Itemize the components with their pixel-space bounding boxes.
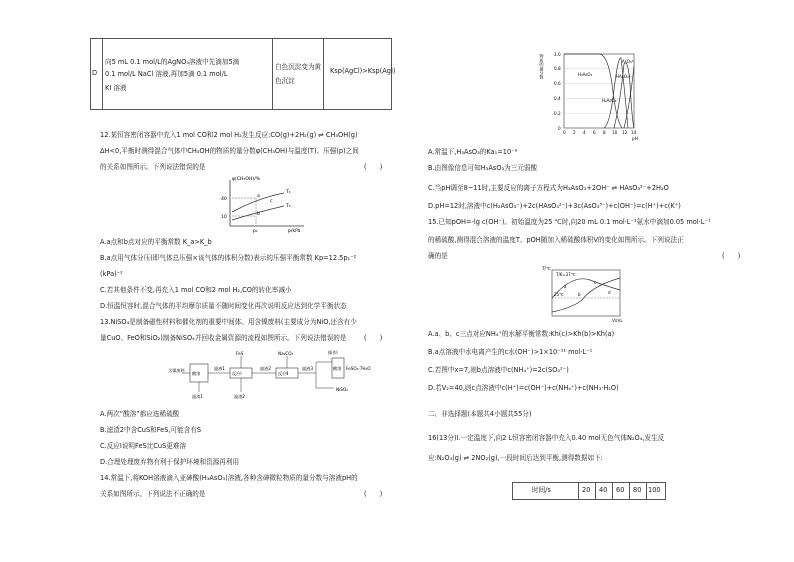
flow-r2: 反应Ⅱ — [278, 371, 289, 376]
q14-series-label: AsO₃³⁻ — [622, 59, 636, 64]
flow-product2: NiSO₄ — [336, 387, 348, 392]
q14-ytick: 0 — [558, 126, 561, 131]
q15-label-temp: T/K=37℃ — [556, 272, 576, 277]
table-phenomenon-line: 色沉淀 — [275, 77, 295, 85]
flow-na2co3: Na₂CO₃ — [278, 351, 294, 356]
q12-line: 12.某恒容密闭容器中充入1 mol CO和2 mol H₂发生反应:CO(g)+2H₂(g) ⇌ CH₃OH(g) — [100, 131, 358, 139]
table-experiment-line: 向5 mL 0.1 mol/L的AgNO₃溶液中先滴加5滴 — [105, 58, 240, 66]
q16-table-divider — [646, 482, 647, 499]
q14-ytick: 0.4 — [554, 96, 561, 101]
q15-point-c: c — [594, 280, 597, 285]
q13-answer-paren: ( ) — [364, 334, 383, 342]
q14-answer-paren: ( ) — [364, 490, 383, 498]
q16-line: 16(13分)Ⅰ.一定温度下,向2 L恒容密闭容器中充入0.40 mol无色气体N₂O₄,发生反 — [428, 434, 665, 442]
q12-series-t1: T₁ — [286, 190, 291, 195]
flow-acid: 酸溶 — [192, 371, 201, 376]
q16-table-header: 100 — [648, 486, 661, 494]
table-conclusion: Ksp(AgCl)>Ksp(AgI) — [330, 67, 396, 75]
flow-product1: FeSO₄·7H₂O — [346, 366, 371, 371]
q14-graph — [539, 44, 642, 141]
flow-filtrate3: 滤液3 — [302, 366, 314, 371]
q15-line: 的稀硫酸,测得混合溶液的温度T、pOH随加入稀硫酸体积V的变化如图所示。下列说法正 — [428, 236, 684, 244]
q15-answer-paren: ( ) — [722, 252, 741, 260]
q14-series-label: HAsO₃²⁻ — [616, 74, 633, 79]
q12-option-c: C.若其他条件不变,再充入1 mol CO和2 mol H₂,CO的转化率减小 — [100, 286, 292, 294]
q13-option-a: A.两次“酸溶”都应选稀硫酸 — [100, 410, 180, 418]
q16-table-divider — [578, 482, 579, 499]
q12-graph — [218, 176, 308, 234]
q16-table-divider — [612, 482, 613, 499]
q14-curve-h3aso3 — [564, 54, 622, 128]
flow-residue1: 滤渣1 — [192, 394, 204, 399]
q12-xtick: p₁ — [253, 229, 258, 234]
q15-point-d: d — [608, 290, 611, 295]
q15-line: 15.已知pOH=-lg c(OH⁻)。初始温度为25 ℃时,向20 mL 0.1 mol·L⁻¹氨水中滴加0.05 mol·L⁻¹ — [428, 218, 711, 226]
q13-option-d: D.合理处理废弃物有利于保护环境和资源再利用 — [100, 458, 240, 466]
q12-point-b: b — [257, 212, 260, 217]
q16-table-header: 20 — [582, 486, 591, 494]
q12-ylabel: φ(CH₃OH)/% — [232, 177, 261, 182]
q13-line: 13.NiSO₄是制备磁性材料和催化剂的重要中间体。用含镍废料(主要成分为NiO,还含有少 — [100, 318, 357, 326]
q16-table-divider — [629, 482, 630, 499]
q14-xtick: 2 — [573, 130, 576, 135]
q14-xtick: 10 — [612, 130, 618, 135]
q12-line: ΔH<0,平衡时测得混合气体中CH₃OH的物质的量分数φ(CH₃OH)与温度(T)、压强(p)之间 — [100, 147, 359, 155]
q13-option-b: B.滤渣2中含CuS和FeS,可能含有S — [100, 426, 202, 434]
table-experiment-line: 0.1 mol/L NaCl 溶液,再加5滴 0.1 mol/L — [105, 70, 228, 78]
q16-table-header: 时间/s — [532, 486, 551, 494]
q14-xlabel: pH — [632, 136, 638, 141]
q14-xtick: 6 — [593, 130, 596, 135]
q14-curve-haso3 — [614, 63, 634, 128]
q12-xlabel: p/kPa — [288, 229, 301, 234]
q15-ylabel: T/℃ — [542, 266, 551, 271]
q14-option-c: C.当pH调至8~11时,主要反应的离子方程式为H₃AsO₃+2OH⁻ ⇌ HAsO₃²⁻+2H₂O — [428, 184, 669, 192]
flow-r1: 反应Ⅰ — [232, 371, 242, 376]
q14-option-a: A.常温下,H₃AsO₃的Ka₁=10⁻⁹ — [428, 148, 518, 156]
q12-option-d: D.恒温恒容时,混合气体的平均摩尔质量不随时间变化再次说明反应达到化学平衡状态 — [100, 302, 347, 310]
q12-line: 的关系如图所示。下列说法错误的是 — [100, 163, 206, 171]
q16-line: 应:N₂O₄(g) ⇌ 2NO₂(g),一段时间后达到平衡,测得数据如下: — [428, 454, 603, 462]
q15-point-b: b — [578, 292, 581, 297]
flow-residue2: 滤渣2 — [234, 394, 246, 399]
q12-option-b-cont: (kPa)⁻² — [100, 270, 123, 278]
q14-line: 14.常温下,将KOH溶液滴入亚砷酸(H₃AsO₃)溶液,各种含砷微粒物质的量分数与溶液pH的 — [100, 474, 358, 482]
q14-option-d: D.pH=12时,溶液中c(H₂AsO₃⁻)+2c(HAsO₃²⁻)+3c(AsO₃³⁻)+c(OH⁻)=c(H⁺)+c(K⁺) — [428, 202, 681, 210]
q14-option-b: B.由图像信息可知H₃AsO₃为三元弱酸 — [428, 164, 538, 172]
q15-option-d: D.若V₂=40,则c点溶液中c(H⁺)=c(OH⁻)+c(NH₄⁺)+c(NH₃·H₂O) — [428, 384, 619, 392]
flow-raw: 含镍废料 — [168, 368, 185, 373]
q16-table-header: 40 — [599, 486, 608, 494]
q15-option-a: A.a、b、c三点对应NH₄⁺的水解平衡常数:Kh(c)>Kh(b)>Kh(a) — [428, 330, 615, 338]
q14-ytick: 0.2 — [554, 111, 561, 116]
flow-filtrate2: 滤液2 — [260, 366, 272, 371]
table-col-label: D — [92, 69, 98, 77]
q12-point-a: a — [257, 194, 260, 199]
q12-ytick: 40 — [221, 197, 227, 202]
q12-series-t2: T₂ — [286, 204, 291, 209]
table-divider — [323, 38, 324, 109]
q15-option-b: B.a点溶液中水电离产生的c水(OH⁻)>1×10⁻¹¹ mol·L⁻¹ — [428, 348, 593, 356]
q15-point-a: a — [564, 284, 567, 289]
q14-ytick: 0.8 — [554, 66, 561, 71]
q12-point-c: c — [270, 199, 273, 204]
section-heading: 二、非选择题(本题共4小题共55分) — [428, 410, 532, 418]
q15-xlabel: V/mL — [612, 318, 623, 323]
q13-option-c: C.反应Ⅰ说明FeS比CuS更难溶 — [100, 442, 187, 450]
q12-option-a: A.a点和b点对应的平衡常数 K_a>K_b — [100, 238, 212, 246]
q14-ytick: 0.6 — [554, 81, 561, 86]
q15-line: 确的是 — [428, 252, 448, 260]
q12-option-b: B.a点用气体分压(即气体总压强×该气体的体积分数)表示的压强平衡常数 Kp=12.5p₁⁻² — [100, 254, 357, 262]
q14-xtick: 0 — [563, 130, 566, 135]
q14-series-label: H₂AsO₃⁻ — [602, 98, 619, 103]
q12-ytick: 10 — [221, 215, 227, 220]
table-phenomenon-line: 白色沉淀变为黄 — [275, 63, 322, 71]
q14-xtick: 8 — [603, 130, 606, 135]
q13-flowchart — [168, 348, 371, 400]
q14-curve-h2aso3 — [604, 58, 628, 128]
flow-acid2: 酸溶 — [333, 366, 342, 371]
flow-fes: FeS — [236, 351, 244, 356]
q14-series-label: H₃AsO₃ — [578, 72, 593, 77]
q15-label-25: 25℃ — [554, 292, 564, 297]
q14-xtick: 4 — [583, 130, 586, 135]
q15-option-c: C.若图中x=7,则b点溶液中c(NH₄⁺)=2c(SO₄²⁻) — [428, 366, 569, 374]
table-experiment-line: KI 溶液 — [105, 84, 127, 92]
q16-table-header: 60 — [616, 486, 625, 494]
q15-graph — [542, 264, 632, 322]
q14-ylabel: 物质的量分数 — [539, 54, 545, 80]
q14-xtick: 12 — [622, 130, 628, 135]
q16-table-divider — [595, 482, 596, 499]
q14-xtick: 14 — [631, 130, 637, 135]
q12-answer-paren: ( ) — [364, 163, 383, 171]
q13-line: 量CuO、FeO和SiO₂)制备NiSO₄并回收金属资源的流程如图所示。下列说法错误的是 — [100, 334, 347, 342]
flow-filtrate1: 滤液1 — [214, 366, 226, 371]
flow-operation: 操作Ⅰ — [328, 350, 338, 355]
table-divider — [102, 38, 103, 109]
q14-line: 关系如图所示。下列说法不正确的是 — [100, 490, 206, 498]
table-divider — [272, 38, 273, 109]
q16-table-header: 80 — [633, 486, 642, 494]
q14-ytick: 1.0 — [554, 52, 561, 57]
